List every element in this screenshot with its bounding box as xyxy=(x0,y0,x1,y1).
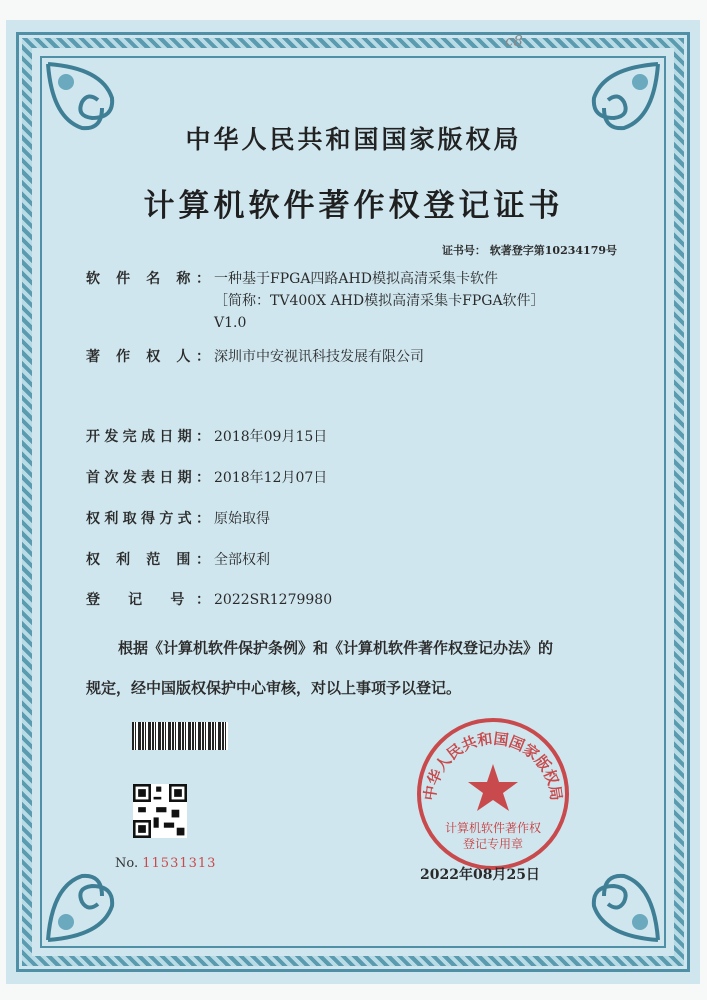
field-label: 著 作 权 人： xyxy=(86,349,210,365)
certificate-number: 证书号： 软著登字第10234179号 xyxy=(441,244,617,257)
field-label: 权利取得方式： xyxy=(86,511,210,527)
field-value xyxy=(214,268,545,334)
field-pub-date xyxy=(86,467,327,489)
field-label: 开发完成日期： xyxy=(86,429,210,445)
field-acquire-method xyxy=(86,508,270,530)
statement-line: 规定，经中国版权保护中心审核，对以上事项予以登记。 xyxy=(86,679,462,697)
svg-text:计算机软件著作权: 计算机软件著作权 xyxy=(444,821,542,835)
field-label: 权 利 范 围： xyxy=(86,552,210,568)
issue-date: 2022年08月25日 xyxy=(420,867,540,883)
corner-ornament-icon xyxy=(544,58,664,178)
field-registration-number xyxy=(86,589,332,611)
corner-ornament-icon xyxy=(42,58,162,178)
certificate-title: 计算机软件著作权登记证书 xyxy=(143,188,564,224)
field-dev-date xyxy=(86,426,327,448)
software-name-line: V1.0 xyxy=(214,315,247,331)
field-label: 首次发表日期： xyxy=(86,470,210,486)
field-label: 登 记 号： xyxy=(86,592,210,608)
field-owner xyxy=(86,346,424,368)
svg-text:中华人民共和国国家版权局: 中华人民共和国国家版权局 xyxy=(420,729,566,802)
software-name-line: 一种基于FPGA四路AHD模拟高清采集卡软件 xyxy=(214,271,498,287)
svg-text:登记专用章: 登记专用章 xyxy=(462,837,524,851)
certificate-page xyxy=(6,20,700,984)
handwritten-mark: c8 xyxy=(505,32,523,50)
field-value: 全部权利 xyxy=(214,552,270,568)
field-rights-scope xyxy=(86,549,270,571)
corner-ornament-icon xyxy=(42,826,162,946)
field-value: 原始取得 xyxy=(214,511,270,527)
qr-code-icon xyxy=(133,784,187,838)
issuing-authority: 中华人民共和国国家版权局 xyxy=(185,125,522,154)
field-label: 软 件 名 称： xyxy=(86,271,210,287)
field-value: 2018年09月15日 xyxy=(214,429,328,445)
software-name-line: ［简称：TV400X AHD模拟高清采集卡FPGA软件］ xyxy=(214,293,545,309)
field-value: 2018年12月07日 xyxy=(214,470,328,486)
serial-number: No. 11531313 xyxy=(115,856,217,871)
barcode xyxy=(132,722,228,750)
field-value: 2022SR1279980 xyxy=(214,592,333,608)
field-software-name xyxy=(86,268,545,334)
field-value: 深圳市中安视讯科技发展有限公司 xyxy=(214,349,424,365)
star-icon xyxy=(468,764,518,811)
official-seal xyxy=(413,714,573,874)
statement-line: 根据《计算机软件保护条例》和《计算机软件著作权登记办法》的 xyxy=(118,639,554,657)
statement-paragraph xyxy=(86,628,626,708)
